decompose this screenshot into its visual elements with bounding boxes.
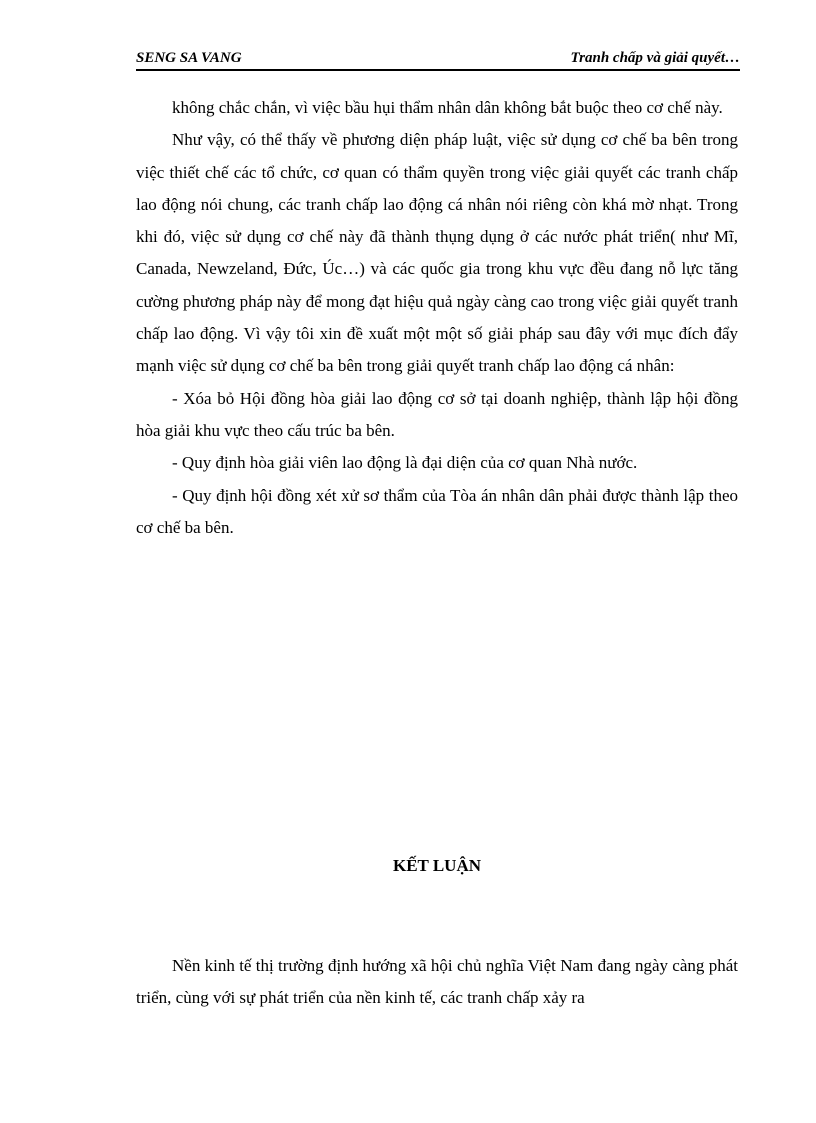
body-text [136, 92, 738, 544]
list-item: - Quy định hội đồng xét xử sơ thẩm của Tòa án nhân dân phải được thành lập theo cơ chế ba bên. [136, 485, 738, 537]
list-item: - Xóa bỏ Hội đồng hòa giải lao động cơ sở tại doanh nghiệp, thành lập hội đồng hòa giải khu vực theo cấu trúc ba bên. [136, 388, 738, 440]
page-header [136, 49, 740, 71]
section-heading: KẾT LUẬN [392, 856, 481, 875]
paragraph: Như vậy, có thể thấy về phương diện pháp luật, việc sử dụng cơ chế ba bên trong việc thiết chế các tổ chức, cơ quan có thẩm quyền trong việc giải quyết các tranh chấp lao động nói chung, các tranh chấp lao động cá nhân nói riêng còn khá mờ nhạt. Trong khi đó, việc sử dụng cơ chế này đã thành thụng dụng ở các nước phát triển( như Mĩ, Canada, Newzeland, Đức, Úc…) và các quốc gia trong khu vực đều đang nỗ lực tăng cường phương pháp này để mong đạt hiệu quả ngày càng cao trong việc giải quyết tranh chấp lao động. Vì vậy tôi xin đề xuất một một số giải pháp sau đây với mục đích đẩy mạnh việc sử dụng cơ chế ba bên trong giải quyết tranh chấp lao động cá nhân: [136, 130, 738, 376]
list-item: - Quy định hòa giải viên lao động là đại diện của cơ quan Nhà nước. [172, 453, 638, 473]
conclusion-text [136, 950, 738, 1015]
header-author: SENG SA VANG [136, 50, 242, 66]
paragraph: không chắc chắn, vì việc bầu hụi thẩm nhân dân không bắt buộc theo cơ chế này. [172, 98, 723, 117]
header-title: Tranh chấp và giải quyết… [570, 50, 740, 66]
paragraph: Nền kinh tế thị trường định hướng xã hội chủ nghĩa Việt Nam đang ngày càng phát triển, cùng với sự phát triển của nền kinh tế, các tranh chấp xảy ra [136, 956, 738, 1008]
